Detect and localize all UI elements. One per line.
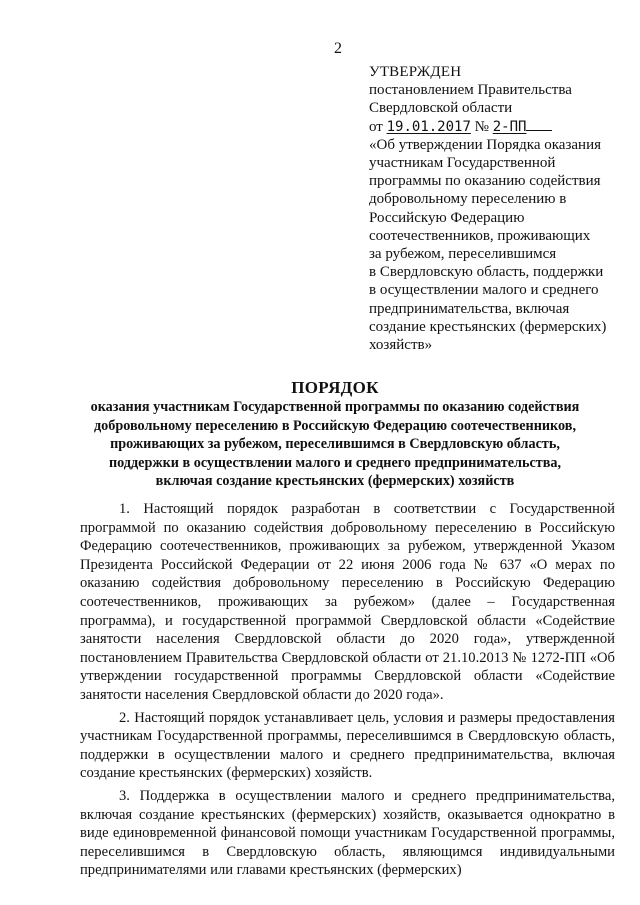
body-text	[80, 500, 615, 884]
title-main: ПОРЯДОК	[291, 378, 379, 397]
approval-heading: УТВЕРЖДЕН	[369, 64, 462, 80]
approval-desc-line: соотечественников, проживающих	[369, 227, 591, 244]
approval-desc-line: в осуществлении малого и среднего	[369, 282, 599, 299]
approval-desc-line: программы по оказанию содействия	[369, 173, 601, 190]
approval-date: 19.01.2017	[386, 118, 471, 135]
title-sub-line: оказания участникам Государственной программы по оказанию содействия	[90, 399, 580, 415]
number-prefix: №	[474, 118, 489, 135]
approval-date-number	[369, 118, 631, 136]
paragraph-2: 2. Настоящий порядок устанавливает цель, условия и размеры предоставления участникам Государственной программы, переселившимся в Свердловскую область, поддержки в осуществлении малого и среднего предпринимательства, включая создание крестьянских (фермерских) хозяйств.	[80, 709, 615, 782]
approval-desc-line: создание крестьянских (фермерских)	[369, 318, 607, 335]
approval-number: 2-ПП	[492, 118, 527, 135]
document-title	[60, 378, 610, 491]
approval-desc-line: предпринимательства, включая	[369, 300, 570, 317]
approval-desc-line: в Свердловскую область, поддержки	[369, 264, 604, 281]
title-sub-line: проживающих за рубежом, переселившимся в Свердловскую область,	[110, 436, 560, 452]
paragraph-1: 1. Настоящий порядок разработан в соответствии с Государственной программой по оказанию содействия добровольному переселению в Российскую Федерацию соотечественников, проживающих за рубежом, утвержденной Указом Президента Российской Федерации от 22 июня 2006 года № 637 «О мерах по оказанию содействия добровольному переселению в Российскую Федерацию соотечественников, проживающих за рубежом» (далее – Государственная программа), и государственной программой Свердловской области «Содействие занятости населения Свердловской области до 2020 года», утвержденной постановлением Правительства Свердловской области от 21.10.2013 № 1272-ПП «Об утверждении государственной программы Свердловской области «Содействие занятости населения Свердловской области до 2020 года».	[80, 501, 615, 703]
approval-desc-line: «Об утверждении Порядка оказания	[369, 136, 601, 153]
approval-block	[369, 63, 631, 354]
approval-desc-line: хозяйств»	[369, 337, 433, 354]
date-prefix: от	[369, 118, 383, 135]
page-number: 2	[334, 40, 342, 57]
approval-line-1: постановлением Правительства	[369, 82, 572, 99]
title-sub-line: добровольному переселению в Российскую Федерацию соотечественников,	[94, 417, 576, 434]
paragraph-3: 3. Поддержка в осуществлении малого и среднего предпринимательства, включая создание крестьянских (фермерских) хозяйств, оказывается однократно в виде единовременной финансовой помощи участникам Государственной программы, переселившимся в Свердловскую область, являющимся индивидуальными предпринимателями или главами крестьянских (фермерских)	[80, 787, 615, 879]
approval-line-2: Свердловской области	[369, 100, 513, 117]
approval-desc-line: Российскую Федерацию	[369, 209, 525, 226]
approval-desc-line: добровольному переселению в	[369, 191, 567, 208]
approval-desc-line: участникам Государственной	[369, 155, 556, 172]
approval-desc-line: за рубежом, переселившимся	[369, 246, 557, 263]
title-sub-line: включая создание крестьянских (фермерских) хозяйств	[155, 473, 515, 489]
number-underline	[526, 120, 552, 131]
title-sub-line: поддержки в осуществлении малого и среднего предпринимательства,	[108, 454, 562, 471]
